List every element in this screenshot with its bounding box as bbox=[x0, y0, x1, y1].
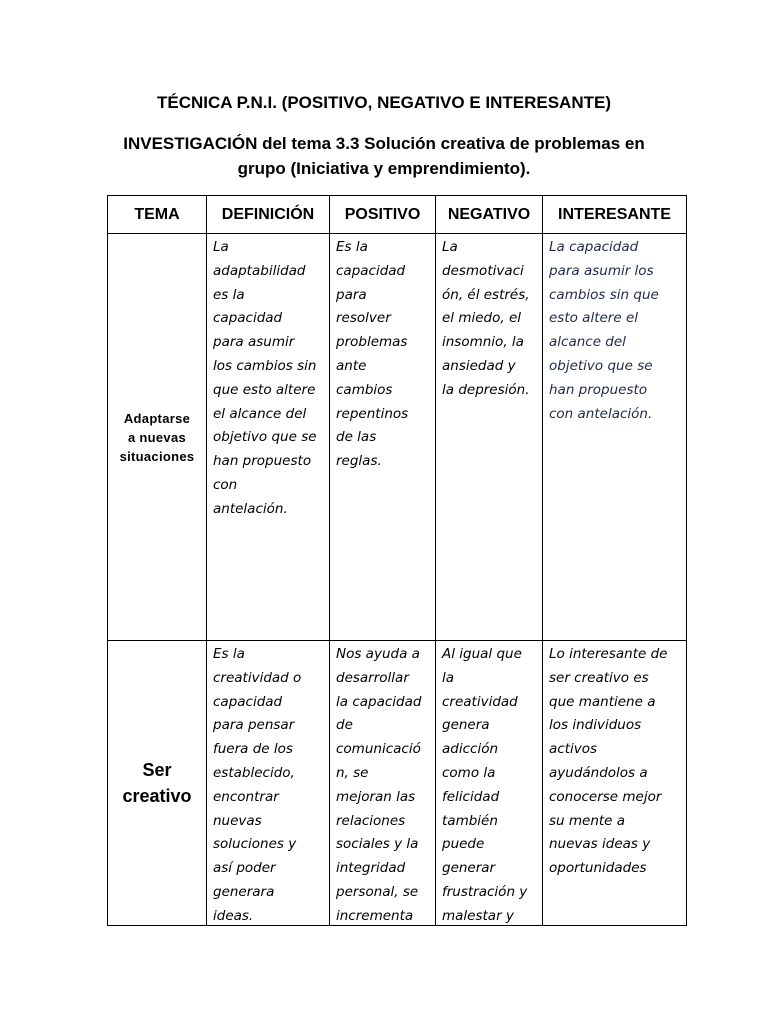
table-row bbox=[108, 234, 687, 641]
row-2-definicion-text: Es la creatividad o capacidad para pensar fuera de los establecido, encontrar nuevas soluciones y así poder generara ideas. bbox=[213, 646, 302, 924]
row-2-interesante-text: Lo interesante de ser creativo es que mantiene a los individuos activos ayudándolos a conocerse mejor su mente a nuevas ideas y oportunidades bbox=[549, 646, 668, 877]
header-tema: TEMA bbox=[108, 196, 207, 234]
row-2-positivo-text: Nos ayuda a desarrollar la capacidad de comunicació n, se mejoran las relaciones sociales y la integridad personal, se incrementa bbox=[336, 646, 422, 924]
row-1-interesante bbox=[543, 234, 687, 641]
pni-table bbox=[107, 195, 687, 926]
row-2-negativo-text: Al igual que la creatividad genera adicción como la felicidad también puede generar frustración y malestar y bbox=[442, 646, 528, 924]
table-header-row bbox=[108, 196, 687, 234]
row-1-negativo-text: La desmotivaci ón, él estrés, el miedo, el insomnio, la ansiedad y la depresión. bbox=[442, 239, 530, 398]
row-1-definicion-text: La adaptabilidad es la capacidad para asumir los cambios sin que esto altere el alcance del objetivo que se han propuesto con antelación. bbox=[213, 239, 317, 517]
table-row bbox=[108, 641, 687, 926]
header-interesante: INTERESANTE bbox=[543, 196, 687, 234]
row-1-negativo bbox=[436, 234, 543, 641]
row-2-positivo bbox=[330, 641, 436, 926]
row-1-definicion bbox=[207, 234, 330, 641]
row-1-positivo bbox=[330, 234, 436, 641]
row-1-tema-text: Adaptarse a nuevas situaciones bbox=[119, 410, 195, 464]
row-2-tema bbox=[108, 641, 207, 926]
row-2-tema-text: Ser creativo bbox=[122, 760, 192, 806]
row-1-positivo-text: Es la capacidad para resolver problemas ante cambios repentinos de las reglas. bbox=[336, 239, 409, 470]
subtitle-line-1: INVESTIGACIÓN del tema 3.3 Solución creativa de problemas en bbox=[123, 134, 645, 153]
document-subtitle bbox=[95, 131, 673, 181]
header-definicion: DEFINICIÓN bbox=[207, 196, 330, 234]
row-2-interesante bbox=[543, 641, 687, 926]
header-positivo: POSITIVO bbox=[330, 196, 436, 234]
row-2-negativo bbox=[436, 641, 543, 926]
subtitle-line-2: grupo (Iniciativa y emprendimiento). bbox=[237, 159, 531, 178]
header-negativo: NEGATIVO bbox=[436, 196, 543, 234]
row-2-definicion bbox=[207, 641, 330, 926]
document-title: TÉCNICA P.N.I. (POSITIVO, NEGATIVO E INTERESANTE) bbox=[156, 93, 611, 112]
row-1-tema bbox=[108, 234, 207, 641]
row-1-interesante-text: La capacidad para asumir los cambios sin que esto altere el alcance del objetivo que se han propuesto con antelación. bbox=[549, 239, 659, 422]
